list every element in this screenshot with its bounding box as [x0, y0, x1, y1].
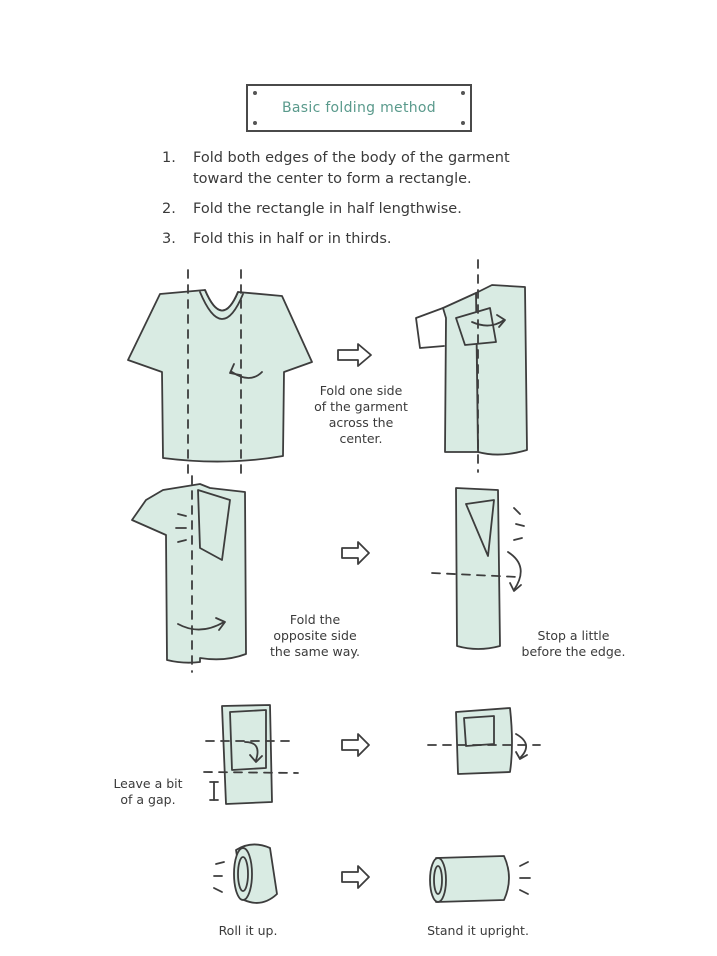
- step-number: 3.: [162, 231, 176, 247]
- caption-fold-one-side: Fold one side of the garment across the center.: [314, 383, 408, 446]
- caption-fold-opposite: Fold the opposite side the same way.: [270, 612, 360, 659]
- folding-in-thirds-illustration: [204, 705, 298, 804]
- step-number: 1.: [162, 150, 176, 166]
- second-fold-illustration: [428, 708, 540, 774]
- page-title: Basic folding method: [282, 100, 436, 116]
- standing-roll-illustration: [430, 856, 530, 902]
- right-arrow-icon: [342, 542, 369, 564]
- tshirt-both-sides-folded-illustration: [132, 476, 246, 672]
- caption-leave-gap: Leave a bit of a gap.: [113, 776, 183, 807]
- caption-roll: Roll it up.: [218, 923, 278, 938]
- step-number: 2.: [162, 201, 176, 217]
- step-text: Fold both edges of the body of the garment toward the center to form a rectangle.: [193, 150, 510, 187]
- caption-stand: Stand it upright.: [427, 923, 529, 938]
- step-text: Fold this in half or in thirds.: [193, 231, 392, 247]
- tshirt-one-side-folded-illustration: [416, 260, 527, 472]
- right-arrow-icon: [342, 866, 369, 888]
- rectangle-fold-illustration: [432, 488, 524, 649]
- right-arrow-icon: [342, 734, 369, 756]
- tshirt-flat-illustration: [128, 270, 312, 475]
- rolled-garment-illustration: [214, 844, 277, 902]
- right-arrow-icon: [338, 344, 371, 366]
- caption-stop-edge: Stop a little before the edge.: [521, 628, 626, 659]
- step-text: Fold the rectangle in half lengthwise.: [193, 201, 462, 217]
